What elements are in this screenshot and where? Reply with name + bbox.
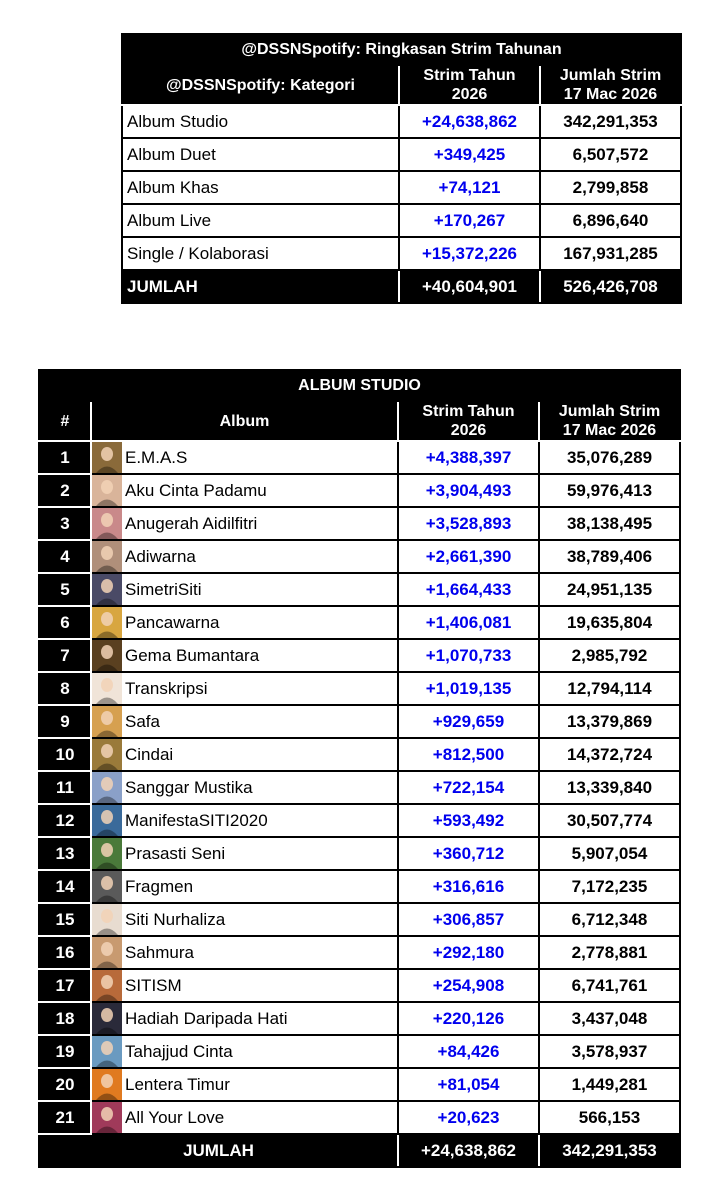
album-name: Tahajjud Cinta bbox=[123, 1035, 398, 1068]
year-streams: +306,857 bbox=[398, 903, 539, 936]
summary-total-value: 6,896,640 bbox=[540, 204, 681, 237]
summary-col-category: @DSSNSpotify: Kategori bbox=[122, 65, 399, 105]
summary-year-value: +24,638,862 bbox=[399, 105, 540, 138]
total-streams: 38,789,406 bbox=[539, 540, 680, 573]
table-row bbox=[39, 705, 680, 738]
table-row bbox=[39, 1002, 680, 1035]
table-row bbox=[39, 870, 680, 903]
album-cover-image bbox=[92, 673, 122, 704]
album-cover bbox=[91, 1101, 123, 1134]
album-name: Lentera Timur bbox=[123, 1068, 398, 1101]
album-cover-image bbox=[92, 574, 122, 605]
rank-cell: 5 bbox=[39, 573, 91, 606]
total-streams: 566,153 bbox=[539, 1101, 680, 1134]
total-streams: 2,778,881 bbox=[539, 936, 680, 969]
album-cover-image bbox=[92, 706, 122, 737]
table-row bbox=[39, 507, 680, 540]
total-streams: 7,172,235 bbox=[539, 870, 680, 903]
album-cover bbox=[91, 1002, 123, 1035]
studio-col-year: Strim Tahun 2026 bbox=[398, 401, 539, 441]
total-streams: 6,741,761 bbox=[539, 969, 680, 1002]
table-row bbox=[39, 672, 680, 705]
table-row bbox=[39, 474, 680, 507]
table-row bbox=[39, 639, 680, 672]
summary-table bbox=[121, 33, 682, 304]
total-streams: 2,985,792 bbox=[539, 639, 680, 672]
album-cover bbox=[91, 705, 123, 738]
album-cover-image bbox=[92, 772, 122, 803]
year-streams: +929,659 bbox=[398, 705, 539, 738]
album-cover bbox=[91, 540, 123, 573]
album-cover bbox=[91, 1035, 123, 1068]
album-name: Prasasti Seni bbox=[123, 837, 398, 870]
summary-year-value: +74,121 bbox=[399, 171, 540, 204]
album-cover bbox=[91, 573, 123, 606]
album-name: Pancawarna bbox=[123, 606, 398, 639]
album-cover bbox=[91, 1068, 123, 1101]
summary-category: Single / Kolaborasi bbox=[122, 237, 399, 270]
total-streams: 59,976,413 bbox=[539, 474, 680, 507]
studio-col-rank: # bbox=[39, 401, 91, 441]
summary-year-value: +170,267 bbox=[399, 204, 540, 237]
album-cover-image bbox=[92, 805, 122, 836]
album-cover-image bbox=[92, 871, 122, 902]
table-row bbox=[39, 540, 680, 573]
album-cover bbox=[91, 639, 123, 672]
album-name: Siti Nurhaliza bbox=[123, 903, 398, 936]
table-row bbox=[39, 804, 680, 837]
album-name: E.M.A.S bbox=[123, 441, 398, 474]
album-name: Gema Bumantara bbox=[123, 639, 398, 672]
table-row bbox=[39, 1035, 680, 1068]
summary-total-value: 6,507,572 bbox=[540, 138, 681, 171]
total-streams: 14,372,724 bbox=[539, 738, 680, 771]
year-streams: +81,054 bbox=[398, 1068, 539, 1101]
album-cover bbox=[91, 507, 123, 540]
album-name: SimetriSiti bbox=[123, 573, 398, 606]
rank-cell: 2 bbox=[39, 474, 91, 507]
table-row bbox=[39, 1101, 680, 1134]
album-cover bbox=[91, 804, 123, 837]
rank-cell: 19 bbox=[39, 1035, 91, 1068]
summary-total-value: 2,799,858 bbox=[540, 171, 681, 204]
total-streams: 19,635,804 bbox=[539, 606, 680, 639]
year-streams: +84,426 bbox=[398, 1035, 539, 1068]
year-streams: +1,664,433 bbox=[398, 573, 539, 606]
total-streams: 6,712,348 bbox=[539, 903, 680, 936]
total-streams: 1,449,281 bbox=[539, 1068, 680, 1101]
album-cover-image bbox=[92, 1003, 122, 1034]
album-name: Aku Cinta Padamu bbox=[123, 474, 398, 507]
summary-total-total: 526,426,708 bbox=[540, 270, 681, 303]
summary-total-year: +40,604,901 bbox=[399, 270, 540, 303]
summary-row bbox=[122, 237, 681, 270]
album-cover-image bbox=[92, 937, 122, 968]
table-row bbox=[39, 573, 680, 606]
album-cover bbox=[91, 903, 123, 936]
album-cover-image bbox=[92, 607, 122, 638]
album-name: Sahmura bbox=[123, 936, 398, 969]
album-cover-image bbox=[92, 970, 122, 1001]
year-streams: +1,406,081 bbox=[398, 606, 539, 639]
album-cover-image bbox=[92, 640, 122, 671]
album-cover bbox=[91, 837, 123, 870]
total-streams: 24,951,135 bbox=[539, 573, 680, 606]
album-name: Hadiah Daripada Hati bbox=[123, 1002, 398, 1035]
album-name: Safa bbox=[123, 705, 398, 738]
year-streams: +1,070,733 bbox=[398, 639, 539, 672]
album-cover bbox=[91, 936, 123, 969]
summary-year-value: +15,372,226 bbox=[399, 237, 540, 270]
year-streams: +4,388,397 bbox=[398, 441, 539, 474]
album-cover bbox=[91, 474, 123, 507]
table-row bbox=[39, 969, 680, 1002]
total-streams: 3,578,937 bbox=[539, 1035, 680, 1068]
rank-cell: 1 bbox=[39, 441, 91, 474]
year-streams: +1,019,135 bbox=[398, 672, 539, 705]
album-cover-image bbox=[92, 541, 122, 572]
summary-total-label: JUMLAH bbox=[122, 270, 399, 303]
year-streams: +220,126 bbox=[398, 1002, 539, 1035]
table-row bbox=[39, 738, 680, 771]
summary-row bbox=[122, 171, 681, 204]
total-streams: 5,907,054 bbox=[539, 837, 680, 870]
table-row bbox=[39, 771, 680, 804]
album-cover-image bbox=[92, 442, 122, 473]
album-cover-image bbox=[92, 739, 122, 770]
studio-col-album: Album bbox=[91, 401, 398, 441]
summary-row bbox=[122, 138, 681, 171]
summary-category: Album Duet bbox=[122, 138, 399, 171]
album-name: Adiwarna bbox=[123, 540, 398, 573]
album-name: SITISM bbox=[123, 969, 398, 1002]
rank-cell: 20 bbox=[39, 1068, 91, 1101]
table-row bbox=[39, 837, 680, 870]
summary-category: Album Live bbox=[122, 204, 399, 237]
album-cover bbox=[91, 738, 123, 771]
year-streams: +722,154 bbox=[398, 771, 539, 804]
rank-cell: 10 bbox=[39, 738, 91, 771]
rank-cell: 18 bbox=[39, 1002, 91, 1035]
summary-row bbox=[122, 204, 681, 237]
total-streams: 13,339,840 bbox=[539, 771, 680, 804]
year-streams: +360,712 bbox=[398, 837, 539, 870]
year-streams: +593,492 bbox=[398, 804, 539, 837]
rank-cell: 7 bbox=[39, 639, 91, 672]
album-name: Sanggar Mustika bbox=[123, 771, 398, 804]
album-cover bbox=[91, 441, 123, 474]
year-streams: +2,661,390 bbox=[398, 540, 539, 573]
rank-cell: 13 bbox=[39, 837, 91, 870]
album-name: Transkripsi bbox=[123, 672, 398, 705]
rank-cell: 6 bbox=[39, 606, 91, 639]
album-cover bbox=[91, 672, 123, 705]
rank-cell: 8 bbox=[39, 672, 91, 705]
album-name: Fragmen bbox=[123, 870, 398, 903]
summary-row bbox=[122, 105, 681, 138]
album-name: All Your Love bbox=[123, 1101, 398, 1134]
album-cover-image bbox=[92, 508, 122, 539]
studio-total-total: 342,291,353 bbox=[539, 1134, 680, 1167]
total-streams: 13,379,869 bbox=[539, 705, 680, 738]
rank-cell: 11 bbox=[39, 771, 91, 804]
album-cover-image bbox=[92, 1102, 122, 1133]
summary-category: Album Studio bbox=[122, 105, 399, 138]
year-streams: +316,616 bbox=[398, 870, 539, 903]
total-streams: 12,794,114 bbox=[539, 672, 680, 705]
studio-total-year: +24,638,862 bbox=[398, 1134, 539, 1167]
studio-col-total: Jumlah Strim 17 Mac 2026 bbox=[539, 401, 680, 441]
studio-table bbox=[38, 369, 681, 1168]
album-cover-image bbox=[92, 475, 122, 506]
rank-cell: 4 bbox=[39, 540, 91, 573]
rank-cell: 3 bbox=[39, 507, 91, 540]
summary-category: Album Khas bbox=[122, 171, 399, 204]
year-streams: +3,904,493 bbox=[398, 474, 539, 507]
year-streams: +254,908 bbox=[398, 969, 539, 1002]
summary-col-total: Jumlah Strim 17 Mac 2026 bbox=[540, 65, 681, 105]
rank-cell: 9 bbox=[39, 705, 91, 738]
total-streams: 30,507,774 bbox=[539, 804, 680, 837]
total-streams: 38,138,495 bbox=[539, 507, 680, 540]
year-streams: +3,528,893 bbox=[398, 507, 539, 540]
table-row bbox=[39, 903, 680, 936]
album-cover-image bbox=[92, 838, 122, 869]
studio-title: ALBUM STUDIO bbox=[39, 370, 680, 401]
summary-title: @DSSNSpotify: Ringkasan Strim Tahunan bbox=[122, 34, 681, 65]
album-cover bbox=[91, 870, 123, 903]
rank-cell: 15 bbox=[39, 903, 91, 936]
rank-cell: 12 bbox=[39, 804, 91, 837]
table-row bbox=[39, 936, 680, 969]
table-row bbox=[39, 606, 680, 639]
rank-cell: 17 bbox=[39, 969, 91, 1002]
year-streams: +292,180 bbox=[398, 936, 539, 969]
year-streams: +20,623 bbox=[398, 1101, 539, 1134]
summary-total-value: 342,291,353 bbox=[540, 105, 681, 138]
album-name: Anugerah Aidilfitri bbox=[123, 507, 398, 540]
total-streams: 35,076,289 bbox=[539, 441, 680, 474]
rank-cell: 16 bbox=[39, 936, 91, 969]
year-streams: +812,500 bbox=[398, 738, 539, 771]
album-cover-image bbox=[92, 1069, 122, 1100]
table-row bbox=[39, 1068, 680, 1101]
total-streams: 3,437,048 bbox=[539, 1002, 680, 1035]
summary-year-value: +349,425 bbox=[399, 138, 540, 171]
album-cover bbox=[91, 606, 123, 639]
album-cover bbox=[91, 771, 123, 804]
studio-total-label: JUMLAH bbox=[39, 1134, 398, 1167]
summary-total-value: 167,931,285 bbox=[540, 237, 681, 270]
album-name: Cindai bbox=[123, 738, 398, 771]
rank-cell: 14 bbox=[39, 870, 91, 903]
table-row bbox=[39, 441, 680, 474]
album-cover-image bbox=[92, 904, 122, 935]
album-name: ManifestaSITI2020 bbox=[123, 804, 398, 837]
album-cover-image bbox=[92, 1036, 122, 1067]
rank-cell: 21 bbox=[39, 1101, 91, 1134]
summary-col-year: Strim Tahun 2026 bbox=[399, 65, 540, 105]
album-cover bbox=[91, 969, 123, 1002]
